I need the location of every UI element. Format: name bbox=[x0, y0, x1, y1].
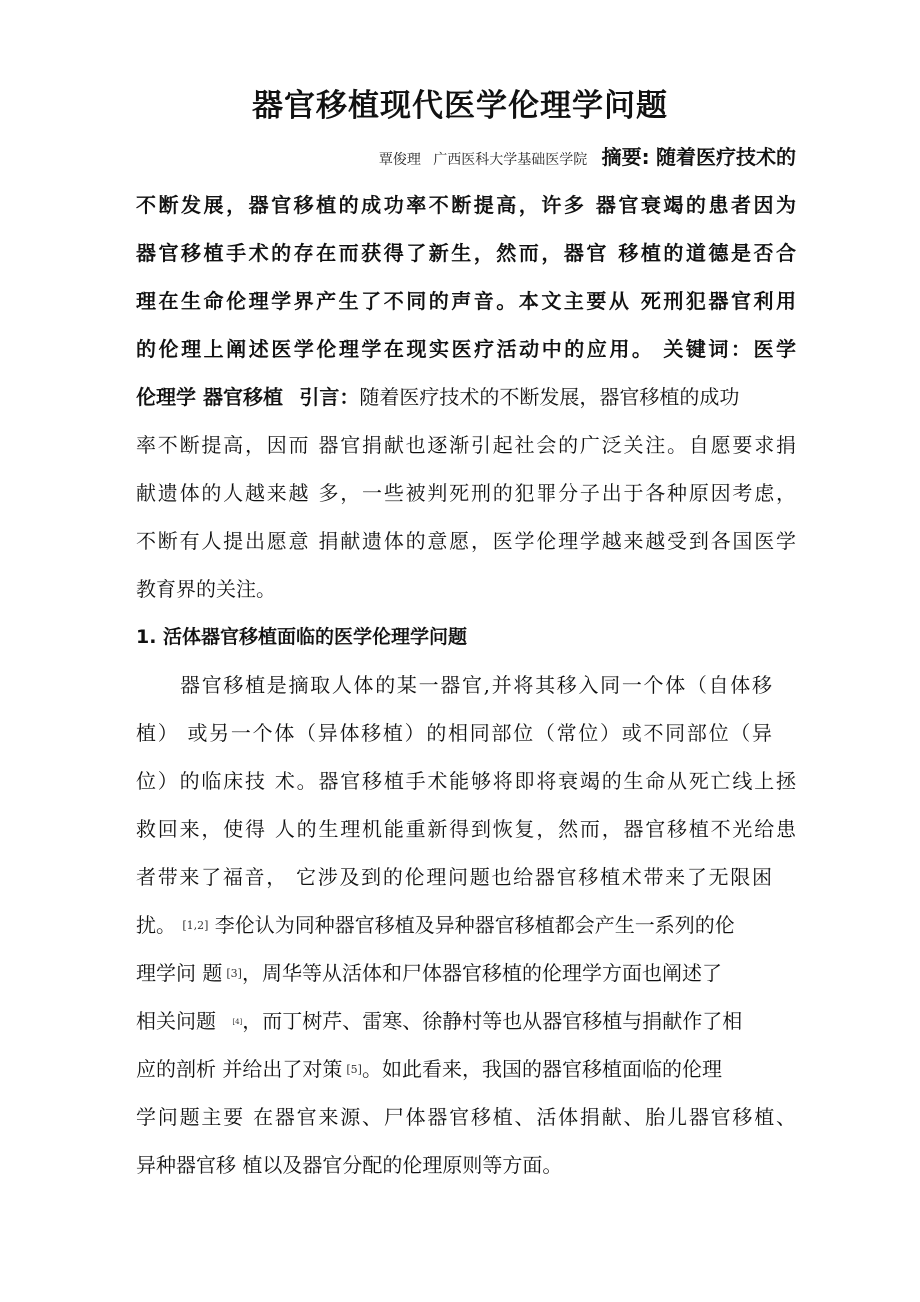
body-text: 。如此看来，我国的器官移植面临的伦理 bbox=[361, 1057, 722, 1081]
keywords-text: 医学 bbox=[753, 337, 797, 361]
author-name: 覃俊理 bbox=[378, 152, 421, 168]
abstract-line: 的伦理上阐述医学伦理学在现实医疗活动中的应用。 bbox=[136, 337, 655, 361]
body-text: 扰。 bbox=[136, 913, 176, 937]
body-line: 位）的临床技 术。器官移植手术能够将即将衰竭的生命从死亡线上拯 bbox=[136, 769, 796, 793]
abstract-label: 摘要: bbox=[601, 145, 650, 169]
body-line: 者带来了福音， 它涉及到的伦理问题也给器官移植术带来了无限困 bbox=[136, 865, 772, 889]
page-title: 器官移植现代医学伦理学问题 bbox=[252, 88, 668, 124]
body-line-with-ref bbox=[136, 1051, 796, 1087]
body-line: 异种器官移 植以及器官分配的伦理原则等方面。 bbox=[136, 1153, 563, 1177]
keywords-intro-line bbox=[136, 379, 796, 415]
abstract-line: 器官移植手术的存在而获得了新生，然而，器官 移植的道德是否合 bbox=[136, 241, 796, 265]
body-line: 植） 或另一个体（异体移植）的相同部位（常位）或不同部位（异 bbox=[136, 721, 772, 745]
body-line: 器官移植是摘取人体的某一器官,并将其移入同一个体（自体移 bbox=[180, 673, 772, 697]
body-line-with-ref bbox=[136, 907, 796, 943]
citation-ref: [3] bbox=[226, 967, 242, 980]
body-line: 救回来，使得 人的生理机能重新得到恢复，然而，器官移植不光给患 bbox=[136, 817, 796, 841]
introduction-line: 献遗体的人越来越 多，一些被判死刑的犯罪分子出于各种原因考虑， bbox=[136, 481, 796, 505]
abstract-keywords-line bbox=[136, 331, 796, 367]
author-affiliation: 广西医科大学基础医学院 bbox=[433, 152, 588, 168]
abstract-line: 随着医疗技术的 bbox=[656, 145, 796, 169]
keywords-label: 关键词： bbox=[663, 337, 754, 361]
introduction-line: 不断有人提出愿意 捐献遗体的意愿，医学伦理学越来越受到各国医学 bbox=[136, 529, 796, 553]
abstract-line: 不断发展，器官移植的成功率不断提高，许多 器官衰竭的患者因为 bbox=[136, 193, 796, 217]
author-abstract-line bbox=[136, 139, 796, 175]
body-text: 相关问题 bbox=[136, 1009, 216, 1033]
citation-ref: [5] bbox=[346, 1063, 362, 1076]
introduction-line: 随着医疗技术的不断发展，器官移植的成功 bbox=[359, 385, 740, 409]
body-text: 理学问 题 bbox=[136, 961, 223, 985]
body-text: 李伦认为同种器官移植及异种器官移植都会产生一系列的伦 bbox=[214, 913, 735, 937]
introduction-line: 教育界的关注。 bbox=[136, 577, 276, 601]
body-line: 学问题主要 在器官来源、尸体器官移植、活体捐献、胎儿器官移植、 bbox=[136, 1105, 796, 1129]
section-heading: 1. 活体器官移植面临的医学伦理学问题 bbox=[136, 626, 468, 648]
introduction-label: 引言： bbox=[299, 385, 360, 409]
abstract-line: 理在生命伦理学界产生了不同的声音。本文主要从 死刑犯器官利用 bbox=[136, 289, 796, 313]
body-line-with-ref bbox=[136, 955, 796, 991]
keywords-text: 伦理学 器官移植 bbox=[136, 385, 283, 409]
introduction-line: 率不断提高，因而 器官捐献也逐渐引起社会的广泛关注。自愿要求捐 bbox=[136, 433, 796, 457]
body-line-with-ref bbox=[136, 1003, 796, 1039]
body-text: 应的剖析 并给出了对策 bbox=[136, 1057, 343, 1081]
citation-ref: [1,2] bbox=[182, 919, 209, 932]
citation-ref: [4] bbox=[232, 1018, 243, 1026]
body-text: ，周华等从活体和尸体器官移植的伦理学方面也阐述了 bbox=[241, 961, 722, 985]
body-text: ，而丁树芹、雷寒、徐静村等也从器官移植与捐献作了相 bbox=[242, 1009, 743, 1033]
